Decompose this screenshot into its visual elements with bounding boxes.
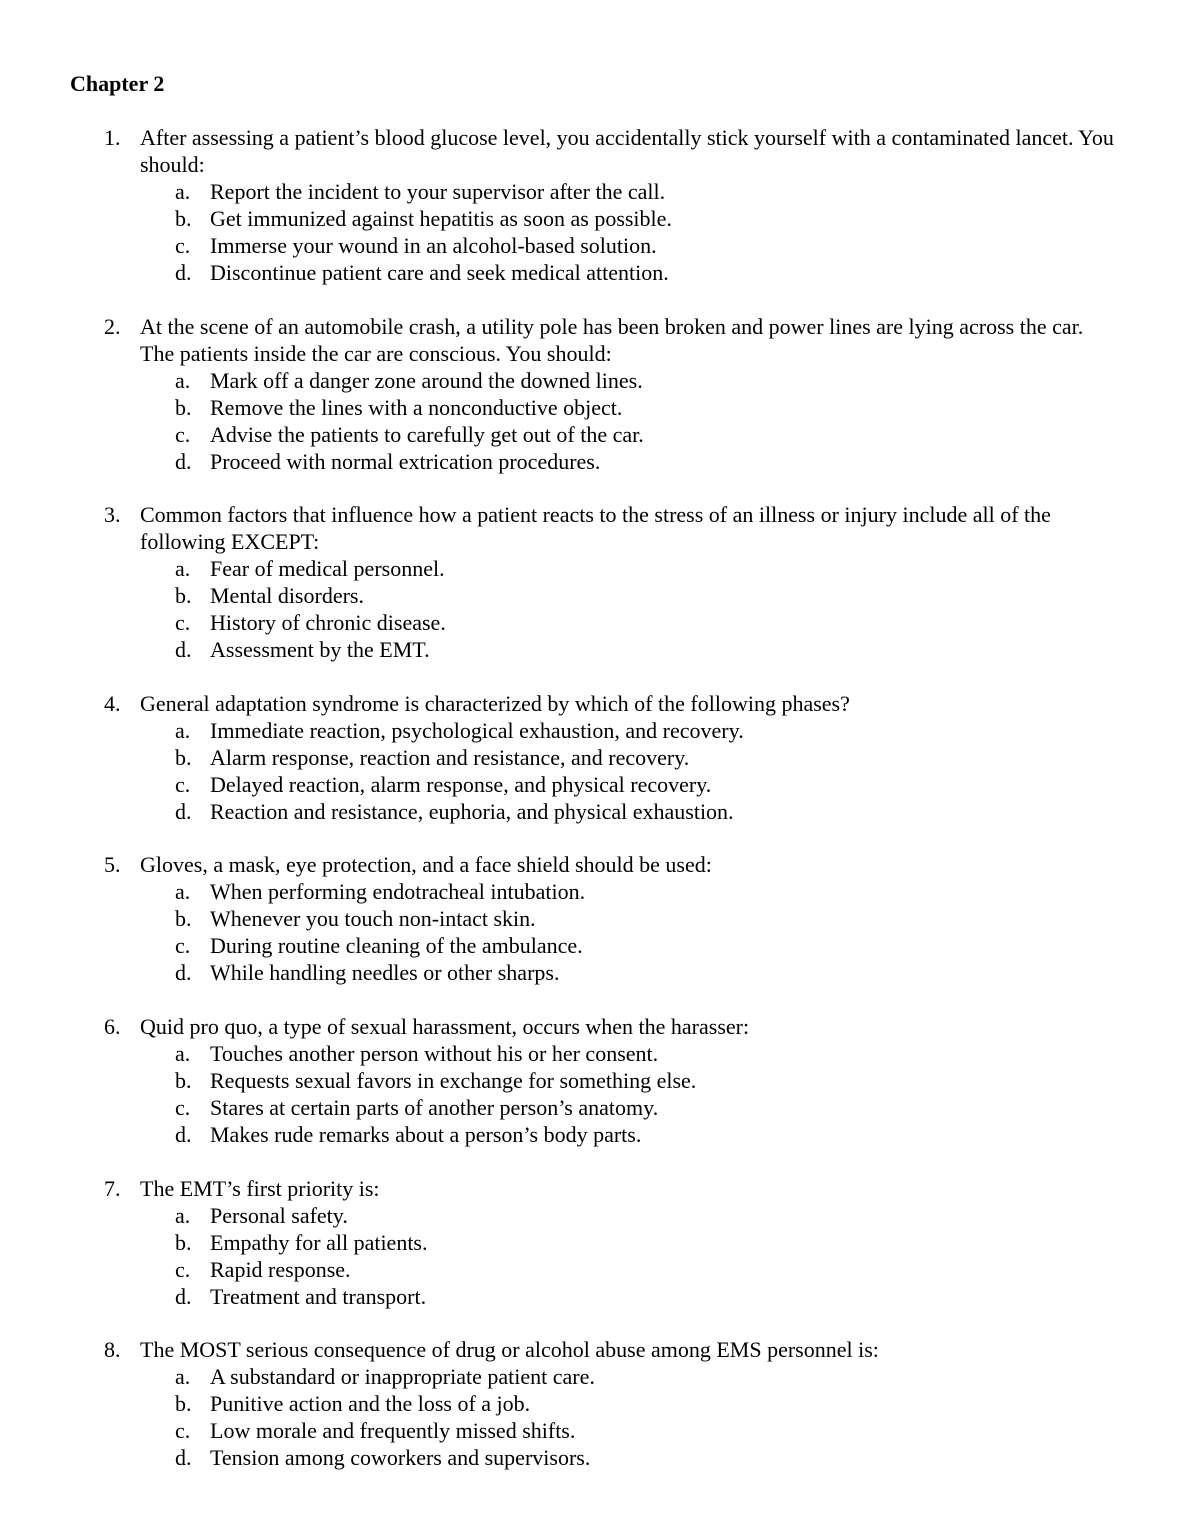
option-letter: c. (175, 233, 191, 258)
option-letter: a. (175, 879, 191, 905)
option-text: Tension among coworkers and supervisors. (210, 1445, 591, 1471)
option-letter: a. (175, 1364, 191, 1390)
answer-option (0, 1040, 1190, 1067)
answer-options (0, 1202, 1190, 1310)
option-letter: c. (175, 1094, 191, 1120)
answer-option (0, 905, 1190, 932)
answer-option (0, 1363, 1190, 1390)
answer-option (0, 959, 1190, 986)
question-text: Common factors that influence how a patient reacts to the stress of an illness or injury include all of the following EXCEPT: (140, 502, 1051, 555)
answer-options (0, 178, 1190, 286)
option-text: Alarm response, reaction and resistance, and recovery. (210, 744, 690, 770)
option-text: Get immunized against hepatitis as soon as possible. (210, 206, 672, 231)
question-5 (0, 851, 1190, 986)
question-6 (0, 1013, 1190, 1148)
question-text: After assessing a patient’s blood glucose level, you accidentally stick yourself with a contaminated lancet. You should: (140, 125, 1114, 177)
answer-option (0, 232, 1190, 259)
chapter-title: Chapter 2 (70, 71, 165, 96)
option-letter: d. (175, 1121, 192, 1147)
option-text: Delayed reaction, alarm response, and physical recovery. (210, 771, 712, 797)
option-text: During routine cleaning of the ambulance. (210, 933, 583, 959)
option-text: While handling needles or other sharps. (210, 960, 560, 986)
option-letter: a. (175, 717, 191, 743)
answer-options (0, 717, 1190, 825)
answer-option (0, 582, 1190, 609)
question-number: 6. (104, 1013, 121, 1039)
option-letter: c. (175, 771, 191, 797)
question-number: 3. (104, 502, 121, 528)
answer-option (0, 932, 1190, 959)
answer-option (0, 1121, 1190, 1148)
answer-options (0, 367, 1190, 475)
option-letter: b. (175, 583, 192, 609)
option-letter: a. (175, 556, 191, 582)
question-number: 4. (104, 690, 121, 716)
answer-option (0, 1390, 1190, 1417)
question-2 (0, 313, 1190, 475)
answer-option (0, 717, 1190, 744)
answer-option (0, 1283, 1190, 1310)
option-text: Empathy for all patients. (210, 1229, 428, 1255)
question-text: The MOST serious consequence of drug or alcohol abuse among EMS personnel is: (140, 1337, 879, 1363)
answer-option (0, 1094, 1190, 1121)
question-7 (0, 1175, 1190, 1310)
option-letter: c. (175, 933, 191, 959)
option-letter: c. (175, 610, 191, 636)
option-text: Low morale and frequently missed shifts. (210, 1418, 576, 1444)
option-text: Treatment and transport. (210, 1283, 427, 1309)
option-letter: d. (175, 798, 192, 824)
option-text: Punitive action and the loss of a job. (210, 1391, 531, 1417)
answer-option (0, 798, 1190, 825)
question-8 (0, 1336, 1190, 1471)
question-text: Quid pro quo, a type of sexual harassment, occurs when the harasser: (140, 1013, 750, 1039)
answer-option (0, 448, 1190, 475)
question-text: The EMT’s first priority is: (140, 1175, 380, 1201)
option-text: Fear of medical personnel. (210, 556, 445, 582)
answer-option (0, 205, 1190, 232)
answer-option (0, 1229, 1190, 1256)
question-text: Gloves, a mask, eye protection, and a face shield should be used: (140, 852, 712, 878)
answer-option (0, 609, 1190, 636)
option-text: Mark off a danger zone around the downed lines. (210, 367, 643, 393)
option-letter: d. (175, 1445, 192, 1471)
option-text: Touches another person without his or her consent. (210, 1040, 659, 1066)
question-4 (0, 690, 1190, 825)
answer-options (0, 555, 1190, 663)
option-letter: d. (175, 260, 192, 285)
answer-option (0, 636, 1190, 663)
option-text: Stares at certain parts of another person’s anatomy. (210, 1094, 659, 1120)
option-text: History of chronic disease. (210, 610, 446, 636)
option-text: A substandard or inappropriate patient care. (210, 1364, 595, 1390)
option-text: Report the incident to your supervisor after the call. (210, 179, 666, 204)
option-letter: d. (175, 960, 192, 986)
question-number: 7. (104, 1175, 121, 1201)
question-3 (0, 501, 1190, 663)
answer-option (0, 421, 1190, 448)
answer-option (0, 259, 1190, 286)
question-number: 5. (104, 852, 121, 878)
answer-option (0, 1444, 1190, 1471)
option-text: Rapid response. (210, 1256, 351, 1282)
answer-options (0, 1040, 1190, 1148)
option-letter: a. (175, 179, 191, 204)
answer-option (0, 1417, 1190, 1444)
option-text: Immerse your wound in an alcohol-based solution. (210, 233, 657, 258)
option-letter: d. (175, 448, 192, 474)
option-text: Proceed with normal extrication procedures. (210, 448, 601, 474)
option-text: Makes rude remarks about a person’s body parts. (210, 1121, 642, 1147)
answer-option (0, 1256, 1190, 1283)
question-number: 1. (104, 125, 121, 150)
question-text: General adaptation syndrome is characterized by which of the following phases? (140, 690, 850, 716)
answer-option (0, 744, 1190, 771)
option-letter: c. (175, 1418, 191, 1444)
option-letter: b. (175, 206, 192, 231)
option-text: Advise the patients to carefully get out of the car. (210, 421, 644, 447)
question-number: 2. (104, 313, 121, 339)
option-text: Personal safety. (210, 1202, 348, 1228)
question-number: 8. (104, 1337, 121, 1363)
option-text: Whenever you touch non-intact skin. (210, 906, 536, 932)
answer-option (0, 1067, 1190, 1094)
answer-option (0, 394, 1190, 421)
option-letter: c. (175, 1256, 191, 1282)
option-letter: d. (175, 1283, 192, 1309)
answer-option (0, 367, 1190, 394)
option-text: Mental disorders. (210, 583, 364, 609)
option-text: Requests sexual favors in exchange for something else. (210, 1067, 697, 1093)
option-text: Remove the lines with a nonconductive object. (210, 394, 623, 420)
answer-option (0, 771, 1190, 798)
answer-option (0, 178, 1190, 205)
option-letter: b. (175, 1067, 192, 1093)
option-text: When performing endotracheal intubation. (210, 879, 586, 905)
answer-options (0, 878, 1190, 986)
answer-options (0, 1363, 1190, 1471)
option-letter: b. (175, 394, 192, 420)
question-text: At the scene of an automobile crash, a utility pole has been broken and power lines are lying across the car. The patients inside the car are conscious. You should: (140, 313, 1084, 366)
answer-option (0, 878, 1190, 905)
option-letter: c. (175, 421, 191, 447)
option-letter: a. (175, 367, 191, 393)
option-letter: b. (175, 1391, 192, 1417)
option-letter: d. (175, 637, 192, 663)
option-letter: b. (175, 906, 192, 932)
option-letter: a. (175, 1202, 191, 1228)
option-text: Discontinue patient care and seek medical attention. (210, 260, 669, 285)
answer-option (0, 1202, 1190, 1229)
option-text: Assessment by the EMT. (210, 637, 430, 663)
question-1 (0, 124, 1190, 286)
option-letter: b. (175, 744, 192, 770)
option-text: Immediate reaction, psychological exhaustion, and recovery. (210, 717, 744, 743)
option-letter: b. (175, 1229, 192, 1255)
option-letter: a. (175, 1040, 191, 1066)
option-text: Reaction and resistance, euphoria, and physical exhaustion. (210, 798, 734, 824)
answer-option (0, 555, 1190, 582)
question-list (0, 124, 1190, 1498)
